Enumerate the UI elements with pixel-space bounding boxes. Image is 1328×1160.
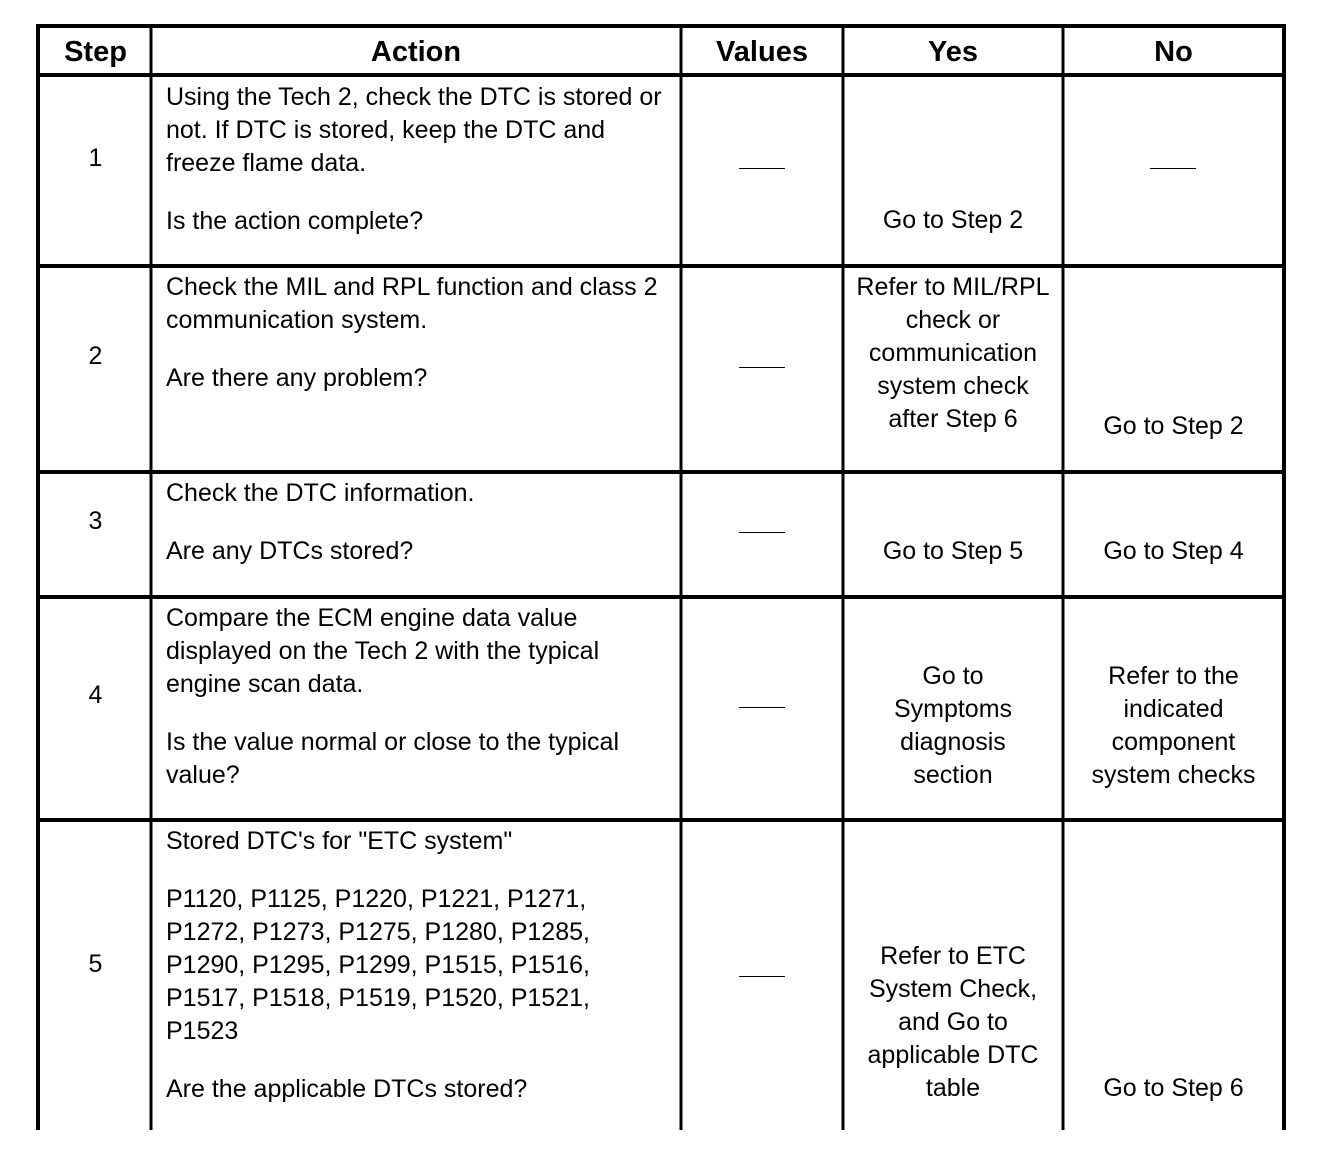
values-dash bbox=[739, 707, 785, 708]
header-action: Action bbox=[370, 36, 462, 68]
action-question: Are any DTCs stored? bbox=[166, 537, 414, 565]
yes-cell: Go to Symptoms diagnosis section bbox=[893, 662, 1013, 789]
action-instruction: Stored DTC's for "ETC system" bbox=[166, 827, 513, 855]
header-no: No bbox=[1154, 36, 1193, 68]
action-instruction: Using the Tech 2, check the DTC is stored or not. If DTC is stored, keep the DTC and freeze flame data. bbox=[166, 83, 662, 177]
action-instruction: Compare the ECM engine data value displayed on the Tech 2 with the typical engine scan data. bbox=[166, 604, 600, 698]
values-dash bbox=[739, 168, 785, 169]
diagnostic-table bbox=[36, 24, 1286, 1130]
header-yes: Yes bbox=[928, 36, 978, 68]
yes-cell: Refer to MIL/RPL check or communication system check after Step 6 bbox=[856, 273, 1050, 433]
yes-cell: Go to Step 2 bbox=[882, 206, 1024, 234]
yes-cell: Refer to ETC System Check, and Go to applicable DTC table bbox=[867, 942, 1039, 1102]
action-cell bbox=[166, 602, 671, 792]
action-cell bbox=[166, 825, 671, 1106]
action-instruction: Check the MIL and RPL function and class 2 communication system. bbox=[166, 273, 658, 334]
step-number: 2 bbox=[88, 342, 103, 370]
action-cell bbox=[166, 477, 671, 568]
header-values: Values bbox=[716, 36, 808, 68]
step-number: 3 bbox=[88, 507, 103, 535]
action-question: Are there any problem? bbox=[166, 364, 428, 392]
step-number: 1 bbox=[88, 144, 103, 172]
values-dash bbox=[739, 976, 785, 977]
no-cell: Go to Step 2 bbox=[1103, 412, 1244, 440]
action-cell bbox=[166, 271, 671, 395]
action-question: Is the value normal or close to the typical value? bbox=[166, 728, 620, 789]
step-number: 4 bbox=[88, 681, 103, 709]
action-question: Are the applicable DTCs stored? bbox=[166, 1075, 528, 1103]
yes-cell: Go to Step 5 bbox=[882, 537, 1024, 565]
no-cell: Refer to the indicated component system checks bbox=[1091, 662, 1256, 789]
action-instruction: Check the DTC information. bbox=[166, 479, 475, 507]
action-question: Is the action complete? bbox=[166, 207, 424, 235]
header-step: Step bbox=[64, 36, 127, 68]
values-dash bbox=[739, 367, 785, 368]
values-dash bbox=[739, 532, 785, 533]
dtc-code-list: P1120, P1125, P1220, P1221, P1271, P1272, P1273, P1275, P1280, P1285, P1290, P1295, P1299, P1515, P1516, P1517, P1518, P1519, P1520, P1521, P1523 bbox=[166, 885, 590, 1045]
no-cell: Go to Step 4 bbox=[1103, 537, 1244, 565]
no-dash bbox=[1150, 168, 1196, 169]
action-cell bbox=[166, 81, 671, 238]
no-cell: Go to Step 6 bbox=[1103, 1074, 1244, 1102]
step-number: 5 bbox=[88, 950, 103, 978]
